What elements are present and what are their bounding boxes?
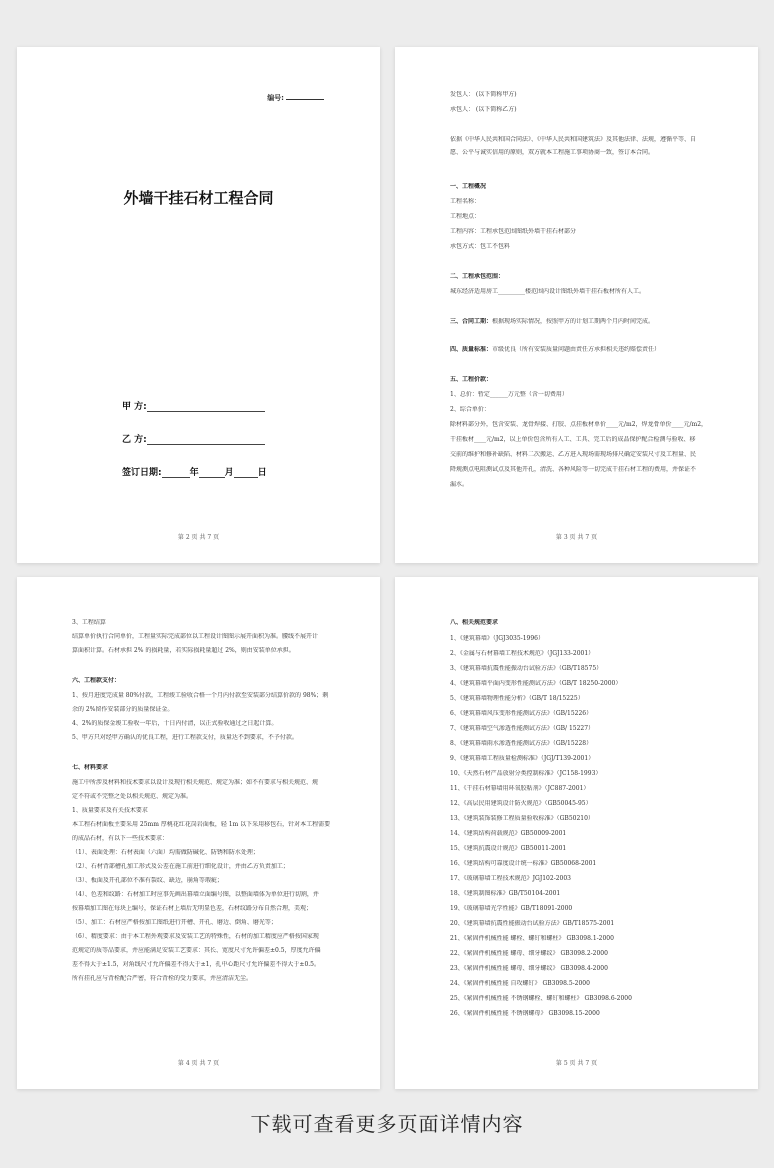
sign-date-line: 签订日期: 年 月 日	[122, 468, 267, 478]
text-line: 施工中所涉及材料和技术要求以设计及现行相关规范、规定为准；如不有要求与相关规范、规	[72, 779, 319, 786]
text-line: 范规定的质等品要求，并应能满足安装工艺要求：其长、宽度尺寸允许偏差±0.5，厚度允许偏	[72, 947, 321, 954]
section-heading: 一、工程概况	[450, 183, 487, 190]
spec-item: 4、《建筑幕墙平面内变形性能测试方法》（GB/T 18250-2000）	[450, 680, 622, 687]
text-line: 结算单价执行合同单价，工程量实际完成部位以工程设计图图示展开面积为准。腰线不展开计	[72, 633, 319, 640]
spec-item: 26、《紧固件机械性能 不锈钢螺母》 GB3098.15-2000	[450, 1010, 600, 1017]
section-heading: 五、工程价款：	[450, 376, 493, 383]
page-footer: 第 2 页 共 7 页	[177, 534, 220, 541]
spec-item: 21、《紧固件机械性能 螺栓、螺钉和螺柱》 GB3098.1-2000	[450, 935, 614, 942]
text-line: 承包方式：包工不包料	[450, 243, 511, 250]
section-heading: 八、相关规范要求	[450, 619, 499, 626]
spec-item: 9、《建筑幕墙工程质量检测标准》（JGJ/T139-2001）	[450, 755, 595, 762]
text-line: 5、甲方只对经甲方确认的优良工程，进行工程款支付，质量达不到要求，不予付款。	[72, 734, 298, 741]
spec-item: 2、《金属与石材幕墙工程技术规范》（JGJ133-2001）	[450, 650, 595, 657]
spec-item: 8、《建筑幕墙雨水渗透性能测试方法》（GB/15228）	[450, 740, 593, 747]
spec-item: 3、《建筑幕墙抗震性能振动台试验方法》（GB/T18575）	[450, 665, 603, 672]
spec-item: 5、《建筑幕墙物理性能分析》（GB/T 18/15225）	[450, 695, 584, 702]
text-line: 按幕墙加工图在每块上编号，保证石材上墙后无明显色差，石材纹路分布自然合理，美观；	[72, 905, 313, 912]
spec-item: 20、《建筑幕墙抗震性能振动台试验方法》GB/T18575-2001	[450, 920, 615, 927]
text-line: 漏水。	[450, 481, 469, 488]
contract-number: 编号:	[267, 93, 324, 103]
text-line: 三、合同工期：根据现场实际情况，按照甲方的计划工期两个月内时间完成。	[450, 318, 655, 325]
text-line: 的成品石材，有以下一些技术要求：	[72, 835, 169, 842]
section-heading: 二、工程承包范围：	[450, 273, 505, 280]
text-line: （4）、色差和纹路：石材加工时应事先画出幕墙立面编号图，以整面墙体为单位进行切割，并	[72, 891, 319, 898]
text-line: 1、质量要求及有关技术要求	[72, 807, 148, 814]
text-line: （2）、石材背部槽孔加工形式及公差在施工前进行细化设计，并由乙方负责加工；	[72, 863, 289, 870]
text-line: 本工程石材面板主要采用 25mm 厚桃花红花岗岩面板，轻 1m 以下采用移包石，针对本工程需要	[72, 821, 331, 828]
text-line: 愿、公平与诚实信用的原则，双方就本工程施工事项协商一致，签订本合同。	[450, 149, 655, 156]
text-line: 工程地点：	[450, 213, 481, 220]
spec-item: 12、《高层民用建筑设计防火规范》（GB50045-95）	[450, 800, 592, 807]
contract-title: 外墙干挂石材工程合同	[123, 189, 274, 207]
spec-item: 13、《建筑装饰装修工程质量验收标准》（GB50210）	[450, 815, 594, 822]
party-b-line: 乙 方:	[122, 432, 265, 445]
spec-item: 23、《紧固件机械性能 螺母、细牙螺纹》 GB3098.4-2000	[450, 965, 608, 972]
section-heading: 七、材料要求	[72, 764, 109, 771]
page-content	[450, 91, 740, 489]
text-line: 余的 2%留作安装部分的质量保证金。	[72, 706, 174, 713]
text-line: 发包人： (以下简称甲方)	[450, 91, 517, 98]
spec-item: 10、《天然石材产品放射分类控制标准》（JC158-1993）	[450, 770, 602, 777]
text-line: 城东经济适用房工_________楼范围内设计图纸外墙干挂石板材所有人工。	[450, 288, 646, 295]
spec-item: 19、《玻璃幕墙光学性能》GB/T18091-2000	[450, 905, 573, 912]
page-content	[72, 619, 362, 983]
text-line: 算面积计算。石材承担 2% 的损耗量，若实际损耗量超过 2%，则由安装单位承担。	[72, 647, 295, 654]
text-line: 四、质量标准：市级优良（所有安装质量问题由责任方承担相关违约赔偿责任）	[450, 346, 661, 353]
text-line: （6）、精度要求：由于本工程外观要求及安装工艺的特殊性，石材的加工精度应严格按国家现	[72, 933, 319, 940]
document-page-5	[395, 577, 758, 1089]
spec-item: 6、《建筑幕墙风压变形性能测试方法》（GB/15226）	[450, 710, 593, 717]
text-line: 干挂板材____元/m2，以上单价包含所有人工、工具、完工后的成品保护配合检测与验收、移	[450, 436, 696, 443]
document-page-4	[17, 577, 380, 1089]
text-line: 3、工程结算	[72, 619, 106, 626]
text-line: 交前的维护和修补缺陷、材料二次搬运、乙方进入现场需现场排尺确定安装尺寸及工程量、民	[450, 451, 697, 458]
page-footer: 第 4 页 共 7 页	[177, 1060, 220, 1067]
text-line: 除材料部分外，包含安装、龙骨焊接、打胶、点挂板材单价____元/m2，焊龙骨单价____元/m2，	[450, 421, 708, 428]
spec-item: 24、《紧固件机械性能 自攻螺钉》 GB3098.5-2000	[450, 980, 590, 987]
spec-item: 15、《建筑抗震设计规范》GB50011-2001	[450, 845, 567, 852]
text-line: 4、2%的质保金竣工验收一年后，十日内付清，以正式验收通过之日起计算。	[72, 720, 278, 727]
text-line: 工程内容：工程承包范围图纸外墙干挂石材部分	[450, 228, 577, 235]
text-line: 依据《中华人民共和国合同法》、《中华人民共和国建筑法》及其他法律、法规，遵循平等、自	[450, 136, 697, 143]
page-footer: 第 3 页 共 7 页	[555, 534, 598, 541]
text-line: 2、综合单价：	[450, 406, 490, 413]
spec-item: 22、《紧固件机械性能 螺母、细牙螺纹》 GB3098.2-2000	[450, 950, 608, 957]
text-line: 工程名称：	[450, 198, 481, 205]
spec-item: 14、《建筑结构荷载规范》GB50009-2001	[450, 830, 567, 837]
spec-item: 16、《建筑结构可靠度设计统一标准》GB50068-2001	[450, 860, 597, 867]
text-line: （1）、表面处理：石材表面（六面）均需做防碱化、防锈和防水处理；	[72, 849, 259, 856]
text-line: 差不得大于±1.5，对角线尺寸允许偏差不得大于±1，孔中心距尺寸允许偏差不得大于±0.5。	[72, 961, 320, 968]
spec-item: 11、《干挂石材幕墙用环氧胶粘剂》（JC887-2001）	[450, 785, 590, 792]
text-line: 降规测点电阻测试点及其他开孔，清洗、各种风险等一切完成干挂石材工程的费用，并保证不	[450, 466, 697, 473]
page-content	[450, 619, 740, 1018]
spec-item: 1、《建筑幕墙》（JGJ3035-1996）	[450, 635, 544, 642]
spec-item: 17、《玻璃幕墙工程技术规范》JGJ102-2003	[450, 875, 571, 882]
text-line: 1、总价：暂定______万元整（含一切费用）	[450, 391, 568, 398]
party-a-line: 甲 方:	[122, 399, 265, 412]
spec-list	[450, 635, 740, 1018]
spec-item: 7、《建筑幕墙空气渗透性能测试方法》（GB/ 15227）	[450, 725, 595, 732]
text-line: 1、按月进度完成量 80%付款，工程竣工验收合格一个月内付款至安装部分结算价款的 98%；剩	[72, 692, 329, 699]
text-line: （3）、板面及开孔部位不准有裂纹、缺边，崩角等瑕疵；	[72, 877, 223, 884]
section-heading: 六、工程款支付：	[72, 677, 121, 684]
text-line: 定不符或不完整之处以相关规范、规定为准。	[72, 793, 193, 800]
document-page-cover	[17, 47, 380, 563]
number-blank	[286, 99, 324, 100]
page-footer: 第 5 页 共 7 页	[555, 1060, 598, 1067]
spec-item: 25、《紧固件机械性能 不锈钢螺栓、螺钉和螺柱》 GB3098.6-2000	[450, 995, 632, 1002]
text-line: 承包人： (以下简称乙方)	[450, 106, 517, 113]
download-more-banner: 下载可查看更多页面详情内容	[250, 1112, 524, 1136]
text-line: （5）、加工：石材应严格按加工图纸进行开槽、开孔、磨边、倒角、磨光等；	[72, 919, 277, 926]
spec-item: 18、《建筑制图标准》GB/T50104-2001	[450, 890, 561, 897]
text-line: 所有挂孔应与背栓配合严密，符合背栓的受力要求，并应清洁无尘。	[72, 975, 253, 982]
document-page-3	[395, 47, 758, 563]
